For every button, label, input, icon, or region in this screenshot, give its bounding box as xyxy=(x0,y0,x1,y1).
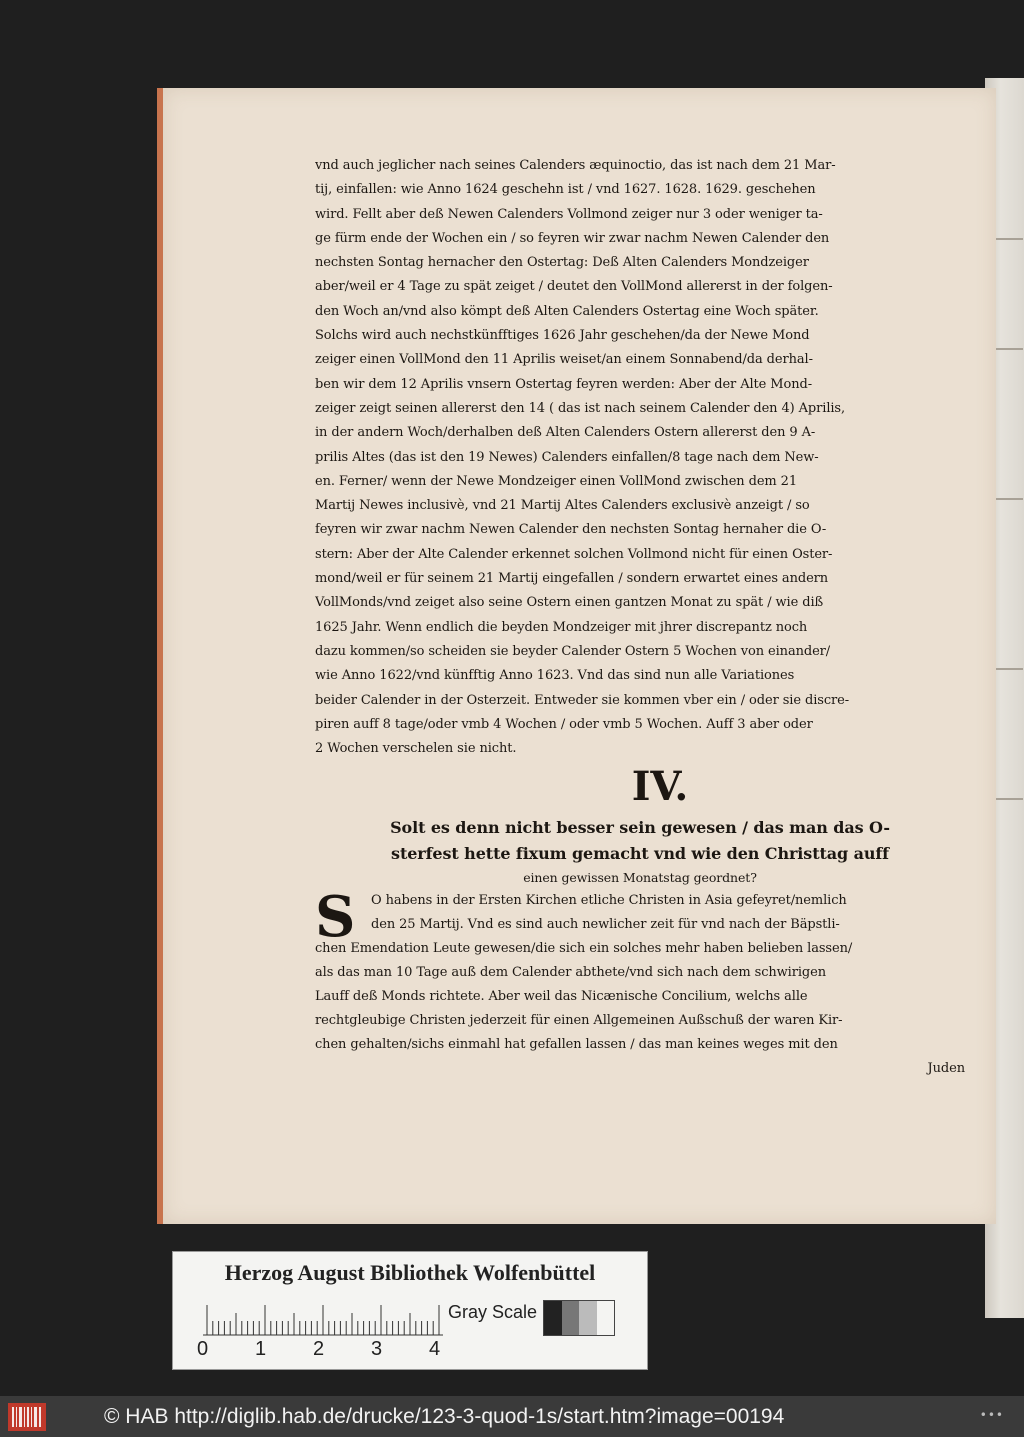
text-line: O habens in der Ersten Kirchen etliche Christen in Asia gefeyret/nemlich xyxy=(371,893,847,909)
body-text xyxy=(315,154,965,761)
gray-scale-label: Gray Scale xyxy=(448,1302,538,1322)
text-line: nechsten Sontag hernacher den Ostertag: Deß Alten Calenders Mondzeiger xyxy=(315,255,809,271)
text-line: zeiger einen VollMond den 11 Aprilis weiset/an einem Sonnabend/da derhal- xyxy=(315,352,813,368)
text-line: tij, einfallen: wie Anno 1624 geschehn ist / vnd 1627. 1628. 1629. geschehen xyxy=(315,182,816,198)
book-page xyxy=(157,88,996,1224)
section-heading-subline: einen gewissen Monatstag geordnet? xyxy=(523,870,757,886)
ruler-number: 2 xyxy=(313,1338,325,1360)
ruler-numbers xyxy=(197,1338,457,1364)
library-color-stamp xyxy=(172,1251,648,1370)
text-line: beider Calender in der Osterzeit. Entweder sie kommen vber ein / oder sie discre- xyxy=(315,692,850,708)
copyright-url[interactable]: © HAB http://diglib.hab.de/drucke/123-3-quod-1s/start.htm?image=00194 xyxy=(104,1404,785,1428)
text-line: chen gehalten/sichs einmahl hat gefallen lassen / das man keines weges mit den xyxy=(315,1037,838,1053)
drop-cap: S xyxy=(315,884,356,951)
facing-page-ghost-text xyxy=(993,668,1023,670)
ruler-number: 4 xyxy=(429,1338,441,1360)
gray-scale-swatches xyxy=(543,1300,615,1336)
text-line: wie Anno 1622/vnd künfftig Anno 1623. Vnd das sind nun alle Variationes xyxy=(315,668,795,684)
text-line: chen Emendation Leute gewesen/die sich ein solches mehr haben belieben lassen/ xyxy=(315,941,853,957)
text-line: in der andern Woch/derhalben deß Alten Calenders Ostern allererst den 9 A- xyxy=(315,425,816,441)
text-line: ben wir dem 12 Aprilis vnsern Ostertag feyren werden: Aber der Alte Mond- xyxy=(315,376,813,392)
paragraph xyxy=(315,884,965,1057)
text-line: en. Ferner/ wenn der Newe Mondzeiger einen VollMond zwischen dem 21 xyxy=(315,473,798,489)
ruler-number: 0 xyxy=(197,1338,209,1360)
text-line: piren auff 8 tage/oder vmb 4 Wochen / oder vmb 5 Wochen. Auff 3 aber oder xyxy=(315,716,813,732)
text-line: mond/weil er für seinem 21 Martij eingefallen / sondern erwartet eines andern xyxy=(315,571,829,587)
catchword: Juden xyxy=(927,1061,965,1077)
facing-page-ghost-text xyxy=(993,498,1023,500)
text-line: aber/weil er 4 Tage zu spät zeiget / deutet den VollMond allererst in der folgen- xyxy=(315,279,833,295)
text-line: dazu kommen/so scheiden sie beyder Calender Ostern 5 Wochen von einander/ xyxy=(315,643,831,659)
paragraph-text xyxy=(315,884,965,1057)
heading-line: Solt es denn nicht besser sein gewesen / das man das O- xyxy=(390,818,890,838)
gray-swatch xyxy=(544,1301,562,1335)
text-line: als das man 10 Tage auß dem Calender abthete/vnd sich nach dem schwirigen xyxy=(315,965,826,981)
text-line: 1625 Jahr. Wenn endlich die beyden Mondzeiger mit jhrer discrepantz noch xyxy=(315,619,808,635)
text-line: feyren wir zwar nachm Newen Calender den nechsten Sontag hernaher die O- xyxy=(315,522,827,538)
ruler-number: 3 xyxy=(371,1338,383,1360)
facing-page-ghost-text xyxy=(993,238,1023,240)
text-line: ge fürm ende der Wochen ein / so feyren wir zwar nachm Newen Calender den xyxy=(315,230,830,246)
viewer-footer xyxy=(0,1396,1024,1437)
text-line: den 25 Martij. Vnd es sind auch newlicher zeit für vnd nach der Bäpstli- xyxy=(371,917,840,933)
page-text-block xyxy=(315,154,965,1081)
text-line: VollMonds/vnd zeiget also seine Ostern einen gantzen Monat zu spät / wie diß xyxy=(315,595,824,611)
hab-barcode-logo-icon[interactable] xyxy=(8,1403,46,1431)
ruler-scale xyxy=(203,1300,443,1336)
gray-swatch xyxy=(579,1301,597,1335)
text-line: den Woch an/vnd also kömpt deß Alten Calenders Ostertag eine Woch später. xyxy=(315,303,819,319)
section-numeral: IV. xyxy=(631,763,689,811)
library-name: Herzog August Bibliothek Wolfenbüttel xyxy=(224,1260,596,1285)
text-line: Solchs wird auch nechstkünfftiges 1626 Jahr geschehen/da der Newe Mond xyxy=(315,328,810,344)
text-line: 2 Wochen verschelen sie nicht. xyxy=(315,741,517,757)
text-line: wird. Fellt aber deß Newen Calenders Vollmond zeiger nur 3 oder weniger ta- xyxy=(315,206,823,222)
more-dots-icon[interactable]: ••• xyxy=(979,1408,1004,1422)
gray-swatch xyxy=(597,1301,615,1335)
text-line: Martij Newes inclusivè, vnd 21 Martij Altes Calenders exclusivè anzeigt / so xyxy=(315,498,810,514)
text-line: stern: Aber der Alte Calender erkennet solchen Vollmond nicht für einen Oster- xyxy=(315,546,833,562)
text-line: prilis Altes (das ist den 19 Newes) Calenders einfallen/8 tage nach dem New- xyxy=(315,449,819,465)
facing-page-ghost-text xyxy=(993,798,1023,800)
facing-page-ghost-text xyxy=(993,348,1023,350)
section-heading xyxy=(315,815,965,867)
heading-line: sterfest hette fixum gemacht vnd wie den Christtag auff xyxy=(391,844,889,864)
gray-swatch xyxy=(562,1301,580,1335)
text-line: vnd auch jeglicher nach seines Calenders æquinoctio, das ist nach dem 21 Mar- xyxy=(315,158,836,173)
text-line: Lauff deß Monds richtete. Aber weil das Nicænische Concilium, welchs alle xyxy=(315,989,808,1005)
text-line: zeiger zeigt seinen allererst den 14 ( das ist nach seinem Calender den 4) Aprilis, xyxy=(315,400,846,416)
ruler-number: 1 xyxy=(255,1338,267,1360)
text-line: rechtgleubige Christen jederzeit für einen Allgemeinen Außschuß der waren Kir- xyxy=(315,1013,843,1029)
